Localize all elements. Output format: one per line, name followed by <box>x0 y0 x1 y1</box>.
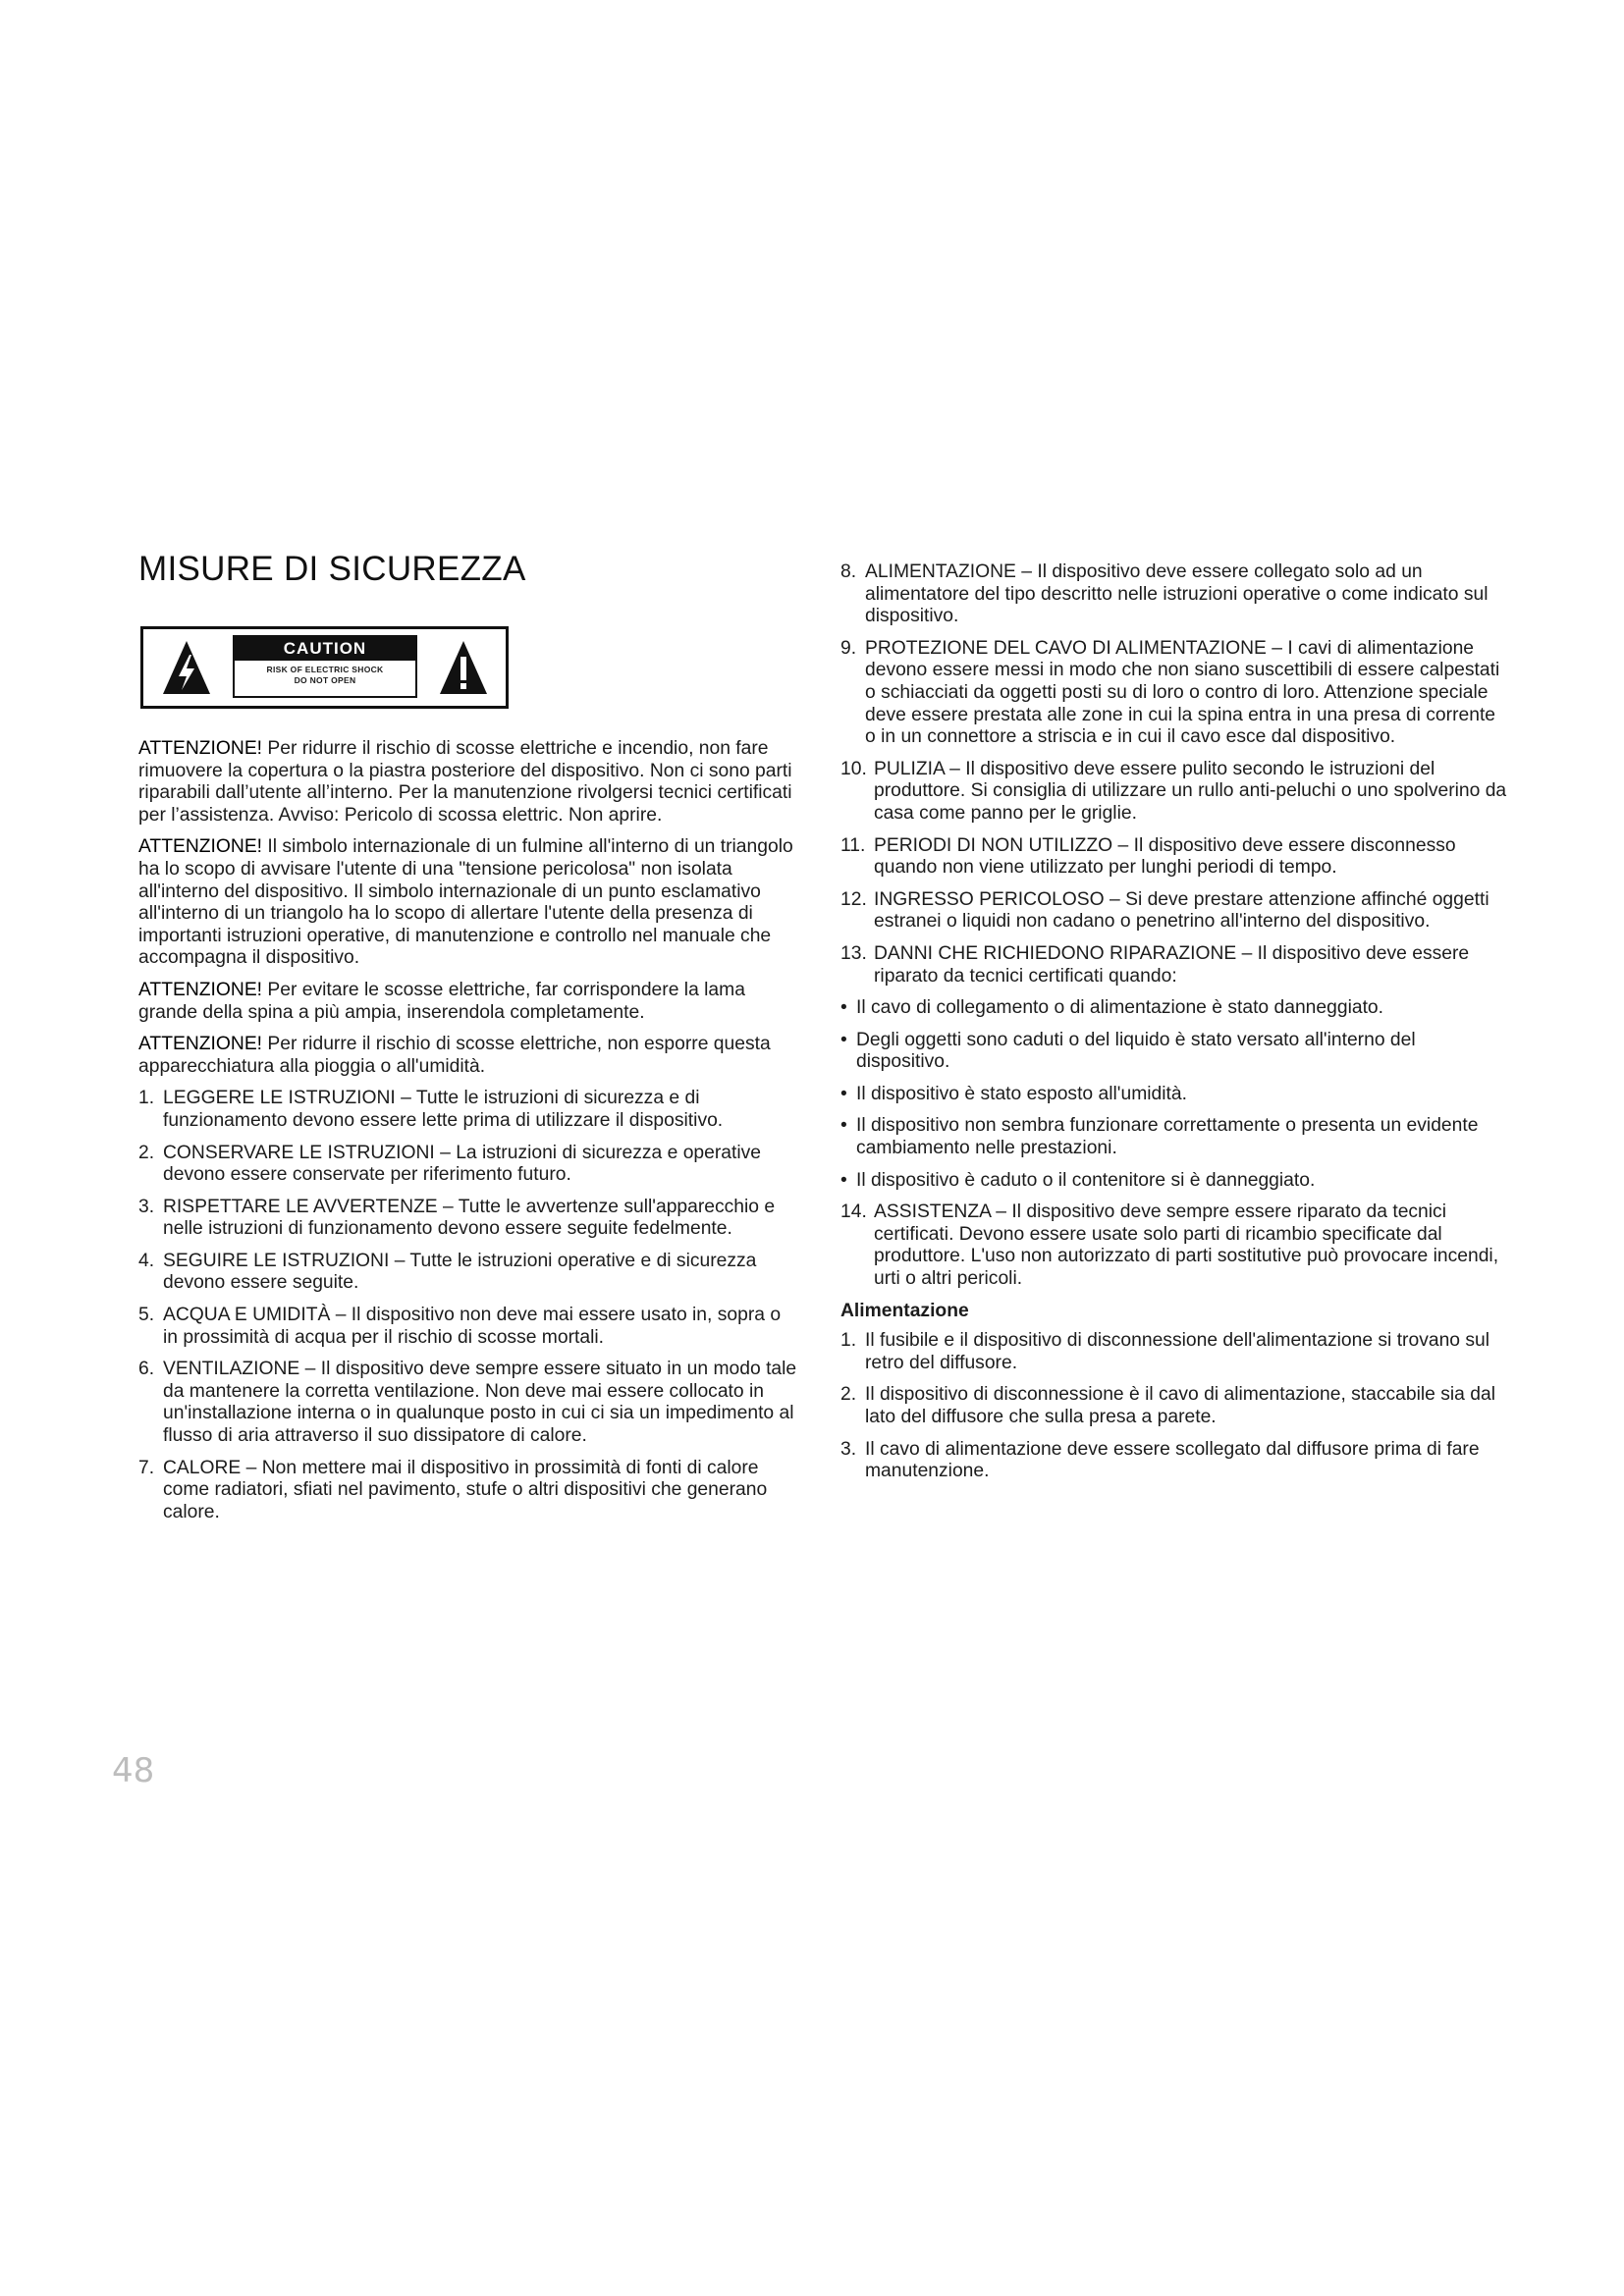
item-text: Il dispositivo di disconnessione è il cavo di alimentazione, staccabile sia dal lato del diffusore che sulla presa a parete. <box>865 1384 1495 1427</box>
right-column <box>840 561 1508 1493</box>
list-item <box>138 1305 798 1349</box>
item-text: PERIODI DI NON UTILIZZO – Il dispositivo deve essere disconnesso quando non viene utilizzato per lunghi periodi di tempo. <box>874 834 1456 879</box>
left-column <box>138 738 798 1533</box>
bullet-dot-icon: • <box>840 1169 847 1191</box>
item-number: 11. <box>840 834 866 856</box>
bullet-item <box>840 1084 1508 1106</box>
caution-heading: CAUTION <box>235 637 415 661</box>
item-number: 4. <box>138 1250 155 1271</box>
warning-lead: ATTENZIONE! <box>138 738 263 759</box>
item-text: PROTEZIONE DEL CAVO DI ALIMENTAZIONE – I cavi di alimentazione devono essere messi in modo che non siano suscettibili di essere calpestati o schiacciati da oggetti posti su di loro o contro di loro. Attenzione speciale deve essere prestata alle zone in cui la spina entra in una presa di corrente o in un connettore a striscia e in cui il cavo esce dal dispositivo. <box>865 637 1500 748</box>
list-item <box>840 561 1508 628</box>
list-item <box>840 943 1508 988</box>
bullet-item <box>840 997 1508 1020</box>
item-number: 7. <box>138 1457 155 1478</box>
item-text: ALIMENTAZIONE – Il dispositivo deve essere collegato solo ad un alimentatore del tipo descritto nelle istruzioni operative o come indicato sul dispositivo. <box>865 561 1489 627</box>
item-number: 3. <box>138 1196 155 1217</box>
warning-paragraph <box>138 836 798 970</box>
item-number: 9. <box>840 637 857 659</box>
list-item <box>138 1251 798 1295</box>
bullet-item <box>840 1170 1508 1193</box>
bullet-dot-icon: • <box>840 997 847 1019</box>
item-number: 2. <box>840 1384 857 1406</box>
section-heading: Alimentazione <box>840 1300 969 1321</box>
warning-paragraph <box>138 738 798 827</box>
list-item <box>840 1330 1508 1374</box>
list-item <box>840 835 1508 880</box>
list-item <box>138 1458 798 1524</box>
page-number: 48 <box>112 1751 155 1790</box>
list-item <box>840 1201 1508 1290</box>
list-item <box>840 889 1508 934</box>
list-item <box>138 1088 798 1132</box>
list-item <box>138 1143 798 1187</box>
item-text: RISPETTARE LE AVVERTENZE – Tutte le avvertenze sull'apparecchio e nelle istruzioni di funzionamento devono essere seguite fedelmente. <box>163 1196 776 1240</box>
item-number: 6. <box>138 1359 155 1380</box>
item-number: 12. <box>840 888 867 910</box>
warning-text: Per evitare le scosse elettriche, far corrispondere la lama grande della spina a più ampia, inserendola completamente. <box>138 979 745 1023</box>
bullet-text: Il dispositivo è stato esposto all'umidità. <box>856 1083 1187 1104</box>
list-item <box>840 1384 1508 1428</box>
warning-lead: ATTENZIONE! <box>138 979 263 1000</box>
item-text: Il cavo di alimentazione deve essere scollegato dal diffusore prima di fare manutenzione. <box>865 1438 1480 1482</box>
list-item <box>840 1439 1508 1483</box>
item-text: SEGUIRE LE ISTRUZIONI – Tutte le istruzioni operative e di sicurezza devono essere seguite. <box>163 1250 757 1294</box>
caution-line-2: DO NOT OPEN <box>294 675 356 685</box>
item-number: 14. <box>840 1201 867 1223</box>
bullet-text: Degli oggetti sono caduti o del liquido è stato versato all'interno del dispositivo. <box>856 1029 1416 1073</box>
list-item <box>138 1197 798 1241</box>
list-item <box>840 638 1508 749</box>
caution-line-1: RISK OF ELECTRIC SHOCK <box>266 665 384 674</box>
item-text: CALORE – Non mettere mai il dispositivo in prossimità di fonti di calore come radiatori, sfiati nel pavimento, stufe o altri dispositivi che generano calore. <box>163 1457 768 1522</box>
bullet-item <box>840 1115 1508 1159</box>
item-text: DANNI CHE RICHIEDONO RIPARAZIONE – Il dispositivo deve essere riparato da tecnici certificati quando: <box>874 942 1470 987</box>
item-text: VENTILAZIONE – Il dispositivo deve sempre essere situato in un modo tale da mantenere la corretta ventilazione. Non deve mai essere collocato in un'installazione interna o in qualunque posto in cui ci sia un impedimento al flusso di aria attraverso il suo dissipatore di calore. <box>163 1359 797 1447</box>
item-text: ASSISTENZA – Il dispositivo deve sempre essere riparato da tecnici certificati. Devono essere usate solo parti di ricambio specificate dal produttore. L'uso non autorizzato di parti sostitutive può provocare incendi, urti o altri pericoli. <box>874 1201 1499 1290</box>
item-number: 1. <box>138 1088 155 1109</box>
item-number: 13. <box>840 942 867 964</box>
warning-paragraph <box>138 1034 798 1078</box>
warning-text: Per ridurre il rischio di scosse elettriche e incendio, non fare rimuovere la copertura o la piastra posteriore del dispositivo. Non ci sono parti riparabili dall’utente all’interno. Per la manutenzione rivolgersi tecnici certificati per l’assistenza. Avviso: Pericolo di scossa elettric. Non aprire. <box>138 738 792 826</box>
item-number: 2. <box>138 1142 155 1163</box>
bullet-text: Il dispositivo non sembra funzionare correttamente o presenta un evidente cambiamento nelle prestazioni. <box>856 1115 1479 1159</box>
lightning-warning-icon <box>161 639 212 696</box>
item-number: 5. <box>138 1305 155 1326</box>
list-item <box>138 1359 798 1447</box>
list-item <box>840 759 1508 826</box>
warning-lead: ATTENZIONE! <box>138 836 263 858</box>
bullet-dot-icon: • <box>840 1115 847 1137</box>
warning-paragraph <box>138 980 798 1024</box>
exclamation-warning-icon <box>438 639 489 696</box>
item-text: CONSERVARE LE ISTRUZIONI – La istruzioni di sicurezza e operative devono essere conservate per riferimento futuro. <box>163 1142 762 1186</box>
item-text: PULIZIA – Il dispositivo deve essere pulito secondo le istruzioni del produttore. Si consiglia di utilizzare un rullo anti-peluchi o uno spolverino da casa come panno per le griglie. <box>874 758 1507 824</box>
warning-text: Il simbolo internazionale di un fulmine all'interno di un triangolo ha lo scopo di avvisare l'utente di una "tensione pericolosa" non isolata all'interno del dispositivo. Il simbolo internazionale di un punto esclamativo all'interno di un triangolo ha lo scopo di allertare l'utente della presenza di importanti istruzioni operative, di manutenzione e controllo nel manuale che accompagna il dispositivo. <box>138 836 793 969</box>
caution-label <box>140 626 509 709</box>
item-number: 10. <box>840 758 867 779</box>
item-number: 1. <box>840 1330 857 1352</box>
bullet-text: Il cavo di collegamento o di alimentazione è stato danneggiato. <box>856 997 1384 1019</box>
bullet-dot-icon: • <box>840 1029 847 1050</box>
bullet-text: Il dispositivo è caduto o il contenitore si è danneggiato. <box>856 1169 1316 1191</box>
warning-lead: ATTENZIONE! <box>138 1034 263 1055</box>
item-number: 3. <box>840 1438 857 1460</box>
item-text: Il fusibile e il dispositivo di disconnessione dell'alimentazione si trovano sul retro del diffusore. <box>865 1330 1490 1373</box>
item-text: LEGGERE LE ISTRUZIONI – Tutte le istruzioni di sicurezza e di funzionamento devono essere lette prima di utilizzare il dispositivo. <box>163 1088 724 1131</box>
caution-panel <box>233 635 417 698</box>
bullet-item <box>840 1030 1508 1074</box>
page-title: MISURE DI SICUREZZA <box>138 550 526 588</box>
bullet-dot-icon: • <box>840 1083 847 1104</box>
item-text: INGRESSO PERICOLOSO – Si deve prestare attenzione affinché oggetti estranei o liquidi non cadano o penetrino all'interno del dispositivo. <box>874 888 1489 933</box>
warning-text: Per ridurre il rischio di scosse elettriche, non esporre questa apparecchiatura alla pioggia o all'umidità. <box>138 1034 771 1077</box>
item-text: ACQUA E UMIDITÀ – Il dispositivo non deve mai essere usato in, sopra o in prossimità di acqua per il rischio di scosse mortali. <box>163 1305 782 1348</box>
item-number: 8. <box>840 561 857 582</box>
